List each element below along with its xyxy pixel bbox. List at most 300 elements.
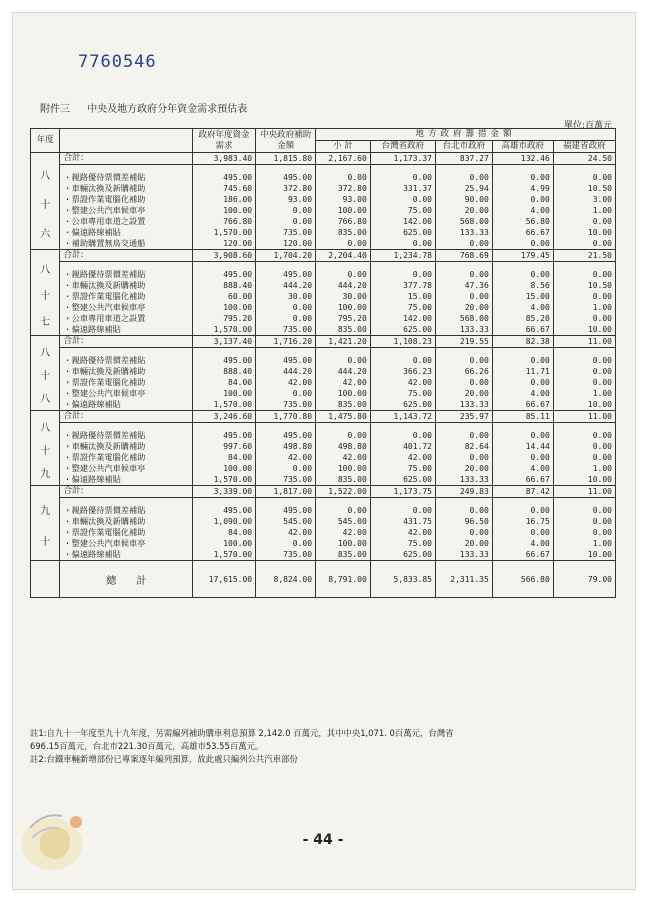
item-name: ・偏遠路線補貼 [60, 227, 193, 238]
total-value: 1,770.80 [256, 411, 316, 423]
item-name: ・偏遠路線補貼 [60, 474, 193, 486]
item-value: 431.75 [370, 516, 435, 527]
item-value: 75.00 [370, 463, 435, 474]
item-value: 100.00 [316, 538, 371, 549]
item-name: ・票證作業電腦化補助 [60, 452, 193, 463]
grand-total-value: 5,833.85 [370, 561, 435, 598]
item-value: 0.00 [492, 238, 553, 250]
item-name: ・車輛汰換及新購補助 [60, 280, 193, 291]
grand-total-label: 總 計 [60, 561, 193, 598]
item-value: 0.00 [553, 269, 615, 280]
spacer-cell [492, 165, 553, 173]
year-char: 八 [40, 394, 51, 405]
item-value: 1,570.00 [193, 227, 256, 238]
total-value: 1,108.23 [370, 336, 435, 348]
item-value: 795.20 [193, 313, 256, 324]
item-value: 735.00 [256, 324, 316, 336]
item-value: 82.64 [435, 441, 492, 452]
total-value: 235.97 [435, 411, 492, 423]
header-item [60, 129, 193, 153]
item-value: 66.67 [492, 549, 553, 561]
unit-label: 單位:百萬元 [563, 121, 612, 131]
spacer-cell [316, 262, 371, 270]
grand-total-value: 8,824.00 [256, 561, 316, 598]
item-value: 100.00 [316, 463, 371, 474]
item-name: ・票證作業電腦化補助 [60, 194, 193, 205]
spacer-cell [60, 498, 193, 506]
item-name: ・偏遠路線補貼 [60, 324, 193, 336]
total-value: 11.00 [553, 486, 615, 498]
table-row [31, 313, 616, 324]
item-value: 20.00 [435, 388, 492, 399]
item-value: 0.00 [370, 194, 435, 205]
item-value: 495.00 [256, 172, 316, 183]
item-value: 0.00 [492, 430, 553, 441]
total-value: 1,173.75 [370, 486, 435, 498]
item-value: 10.50 [553, 183, 615, 194]
year-char: 十 [40, 291, 51, 302]
item-value: 0.00 [256, 538, 316, 549]
year-char: 十 [40, 446, 51, 457]
table-row [31, 238, 616, 250]
table-row [31, 302, 616, 313]
spacer-cell [193, 348, 256, 356]
header-fujian: 福建省政府 [553, 141, 615, 153]
year-char: 十 [40, 200, 51, 211]
item-value: 888.40 [193, 280, 256, 291]
item-value: 84.00 [193, 452, 256, 463]
item-value: 888.40 [193, 366, 256, 377]
spacer-cell [492, 262, 553, 270]
total-value: 1,716.20 [256, 336, 316, 348]
item-value: 100.00 [193, 463, 256, 474]
item-value: 495.00 [193, 430, 256, 441]
total-value: 1,522.00 [316, 486, 371, 498]
spacer-cell [492, 498, 553, 506]
item-value: 100.00 [193, 388, 256, 399]
item-value: 30.00 [316, 291, 371, 302]
item-value: 0.00 [553, 452, 615, 463]
year-char: 八 [40, 171, 51, 182]
total-value: 132.46 [492, 153, 553, 165]
spacer-cell [256, 498, 316, 506]
year-char: 九 [40, 506, 51, 517]
item-value: 0.00 [316, 430, 371, 441]
item-value: 90.00 [435, 194, 492, 205]
item-value: 42.00 [256, 527, 316, 538]
total-value: 1,234.78 [370, 250, 435, 262]
item-value: 0.00 [553, 366, 615, 377]
item-value: 377.78 [370, 280, 435, 291]
item-name: ・車輛汰換及新購補助 [60, 366, 193, 377]
spacer-row [31, 498, 616, 506]
item-value: 0.00 [316, 505, 371, 516]
item-value: 366.23 [370, 366, 435, 377]
total-value: 87.42 [492, 486, 553, 498]
table-row [31, 505, 616, 516]
item-value: 42.00 [316, 377, 371, 388]
table-row [31, 377, 616, 388]
item-value: 0.00 [553, 291, 615, 302]
item-value: 100.00 [193, 205, 256, 216]
spacer-cell [256, 165, 316, 173]
item-value: 735.00 [256, 227, 316, 238]
table-row [31, 452, 616, 463]
item-value: 0.00 [370, 238, 435, 250]
total-value: 2,167.60 [316, 153, 371, 165]
item-value: 1,570.00 [193, 399, 256, 411]
item-value: 745.60 [193, 183, 256, 194]
item-value: 372.80 [316, 183, 371, 194]
grand-total-value: 566.80 [492, 561, 553, 598]
footnotes [30, 727, 616, 766]
table-row [31, 227, 616, 238]
table-row [31, 355, 616, 366]
spacer-cell [256, 423, 316, 431]
item-value: 10.00 [553, 474, 615, 486]
item-value: 8.56 [492, 280, 553, 291]
item-value: 93.00 [316, 194, 371, 205]
spacer-cell [370, 262, 435, 270]
item-value: 10.00 [553, 227, 615, 238]
item-value: 186.00 [193, 194, 256, 205]
item-value: 997.60 [193, 441, 256, 452]
item-value: 0.00 [553, 516, 615, 527]
total-value: 1,704.20 [256, 250, 316, 262]
item-value: 795.20 [316, 313, 371, 324]
item-name: ・親路優待票價差補貼 [60, 355, 193, 366]
item-value: 735.00 [256, 549, 316, 561]
total-value: 11.00 [553, 336, 615, 348]
table-body [31, 153, 616, 598]
total-value: 837.27 [435, 153, 492, 165]
item-value: 835.00 [316, 549, 371, 561]
total-label: 合計: [60, 250, 193, 262]
spacer-cell [60, 165, 193, 173]
spacer-cell [553, 423, 615, 431]
item-value: 766.80 [193, 216, 256, 227]
item-value: 0.00 [435, 291, 492, 302]
item-name: ・整建公共汽車候車亭 [60, 302, 193, 313]
spacer-row [31, 262, 616, 270]
item-name: ・親路優待票價差補貼 [60, 269, 193, 280]
item-value: 10.00 [553, 399, 615, 411]
header-kaohsiung: 高雄市政府 [492, 141, 553, 153]
item-value: 331.37 [370, 183, 435, 194]
year-cell [31, 486, 60, 561]
spacer-cell [316, 498, 371, 506]
spacer-cell [435, 262, 492, 270]
item-value: 0.00 [256, 313, 316, 324]
item-value: 4.00 [492, 463, 553, 474]
footnote-line: 696.15百萬元，台北市221.30百萬元，高雄市53.55百萬元。 [30, 741, 264, 751]
table-row [31, 430, 616, 441]
table-row [31, 269, 616, 280]
table-row [31, 527, 616, 538]
item-value: 0.00 [316, 355, 371, 366]
year-cell [31, 336, 60, 411]
total-value: 179.45 [492, 250, 553, 262]
header-gov-demand: 政府年度資金需求 [193, 129, 256, 153]
total-value: 82.38 [492, 336, 553, 348]
grand-total-value: 8,791.00 [316, 561, 371, 598]
item-value: 0.00 [370, 172, 435, 183]
spacer-cell [370, 423, 435, 431]
item-value: 0.00 [492, 505, 553, 516]
item-value: 0.00 [435, 269, 492, 280]
total-label: 合計: [60, 153, 193, 165]
item-name: ・車輛汰換及新購補助 [60, 183, 193, 194]
item-value: 96.50 [435, 516, 492, 527]
item-value: 142.00 [370, 313, 435, 324]
item-name: ・公車專用車道之設置 [60, 313, 193, 324]
item-value: 42.00 [370, 452, 435, 463]
spacer-cell [60, 348, 193, 356]
item-value: 15.00 [492, 291, 553, 302]
table-row [31, 516, 616, 527]
item-value: 0.00 [492, 377, 553, 388]
item-value: 133.33 [435, 227, 492, 238]
item-value: 495.00 [193, 172, 256, 183]
year-char: 八 [40, 348, 51, 359]
item-value: 0.00 [256, 388, 316, 399]
item-value: 545.00 [256, 516, 316, 527]
item-value: 20.00 [435, 205, 492, 216]
total-value: 1,475.80 [316, 411, 371, 423]
item-value: 498.80 [316, 441, 371, 452]
item-value: 495.00 [256, 505, 316, 516]
year-char: 十 [40, 537, 51, 548]
item-value: 0.00 [256, 216, 316, 227]
year-char: 七 [40, 317, 51, 328]
item-name: ・整建公共汽車候車亭 [60, 538, 193, 549]
item-value: 568.00 [435, 313, 492, 324]
item-value: 30.00 [256, 291, 316, 302]
spacer-cell [256, 262, 316, 270]
item-value: 20.00 [435, 538, 492, 549]
table-row [31, 474, 616, 486]
item-value: 84.00 [193, 377, 256, 388]
spacer-row [31, 348, 616, 356]
item-value: 100.00 [193, 302, 256, 313]
table-row [31, 324, 616, 336]
item-name: ・偏遠路線補貼 [60, 399, 193, 411]
item-value: 4.00 [492, 388, 553, 399]
year-total-row [31, 153, 616, 165]
spacer-cell [193, 498, 256, 506]
spacer-cell [60, 262, 193, 270]
item-value: 4.99 [492, 183, 553, 194]
document-number: 7760546 [78, 52, 157, 72]
item-name: ・整建公共汽車候車亭 [60, 388, 193, 399]
item-value: 0.00 [370, 269, 435, 280]
year-char: 六 [40, 229, 51, 240]
item-value: 20.00 [435, 302, 492, 313]
item-value: 42.00 [316, 452, 371, 463]
spacer-cell [193, 262, 256, 270]
item-value: 372.80 [256, 183, 316, 194]
item-name: ・整建公共汽車候車亭 [60, 463, 193, 474]
header-local-group: 地方政府籌措金額 [316, 129, 616, 141]
spacer-cell [370, 165, 435, 173]
item-value: 0.00 [553, 313, 615, 324]
item-value: 84.00 [193, 527, 256, 538]
item-value: 495.00 [256, 269, 316, 280]
grand-total-value: 2,311.35 [435, 561, 492, 598]
item-value: 498.80 [256, 441, 316, 452]
item-value: 47.36 [435, 280, 492, 291]
item-value: 0.00 [435, 527, 492, 538]
item-value: 0.00 [370, 505, 435, 516]
spacer-cell [435, 165, 492, 173]
item-name: ・車輛汰換及新購補助 [60, 441, 193, 452]
header-taiwan-prov: 台灣省政府 [370, 141, 435, 153]
item-value: 0.00 [553, 238, 615, 250]
item-value: 0.00 [435, 505, 492, 516]
total-value: 11.00 [553, 411, 615, 423]
table-row [31, 538, 616, 549]
year-cell [31, 411, 60, 486]
item-value: 444.20 [316, 366, 371, 377]
item-name: ・車輛汰換及新購補助 [60, 516, 193, 527]
item-value: 42.00 [370, 377, 435, 388]
spacer-cell [316, 348, 371, 356]
spacer-cell [435, 423, 492, 431]
item-name: ・票證作業電腦化補助 [60, 377, 193, 388]
item-value: 835.00 [316, 324, 371, 336]
item-value: 1.00 [553, 302, 615, 313]
item-value: 0.00 [435, 355, 492, 366]
total-value: 1,143.72 [370, 411, 435, 423]
item-value: 735.00 [256, 474, 316, 486]
page-number: - 44 - [302, 832, 344, 848]
header-central-subsidy: 中央政府補助金額 [256, 129, 316, 153]
item-value: 625.00 [370, 227, 435, 238]
item-value: 4.00 [492, 302, 553, 313]
item-value: 0.00 [553, 172, 615, 183]
item-value: 0.00 [553, 527, 615, 538]
header-taipei: 台北市政府 [435, 141, 492, 153]
item-name: ・公車專用車道之設置 [60, 216, 193, 227]
item-value: 1,570.00 [193, 324, 256, 336]
item-value: 0.00 [553, 377, 615, 388]
item-value: 75.00 [370, 388, 435, 399]
item-value: 0.00 [316, 238, 371, 250]
item-value: 133.33 [435, 324, 492, 336]
item-value: 495.00 [256, 430, 316, 441]
item-value: 42.00 [256, 377, 316, 388]
item-value: 142.00 [370, 216, 435, 227]
item-value: 625.00 [370, 549, 435, 561]
total-value: 219.55 [435, 336, 492, 348]
total-value: 768.69 [435, 250, 492, 262]
table-row [31, 291, 616, 302]
footnote-line: 註2:台鐵車輛新增部份已專案逐年編列預算，故此處只編列公共汽車部份 [30, 754, 298, 764]
item-value: 1.00 [553, 463, 615, 474]
total-value: 1,421.20 [316, 336, 371, 348]
spacer-cell [316, 423, 371, 431]
item-value: 0.00 [256, 205, 316, 216]
spacer-cell [256, 348, 316, 356]
item-value: 15.00 [370, 291, 435, 302]
item-value: 1.00 [553, 538, 615, 549]
spacer-row [31, 165, 616, 173]
total-value: 85.11 [492, 411, 553, 423]
item-value: 0.00 [256, 302, 316, 313]
table-row [31, 280, 616, 291]
item-value: 4.00 [492, 205, 553, 216]
table-row [31, 399, 616, 411]
total-value: 3,983.40 [193, 153, 256, 165]
total-value: 3,908.60 [193, 250, 256, 262]
attachment-label: 附件三 [40, 104, 70, 115]
item-value: 66.26 [435, 366, 492, 377]
item-value: 495.00 [193, 269, 256, 280]
item-value: 100.00 [316, 205, 371, 216]
year-total-row [31, 486, 616, 498]
item-value: 75.00 [370, 205, 435, 216]
year-char: 九 [40, 469, 51, 480]
table-row [31, 388, 616, 399]
item-name: ・親路優待票價差補貼 [60, 172, 193, 183]
table-row [31, 463, 616, 474]
spacer-cell [370, 498, 435, 506]
item-value: 545.00 [316, 516, 371, 527]
item-value: 0.00 [553, 441, 615, 452]
table-row [31, 549, 616, 561]
item-value: 133.33 [435, 549, 492, 561]
item-value: 401.72 [370, 441, 435, 452]
item-value: 0.00 [370, 355, 435, 366]
item-name: ・票證作業電腦化補助 [60, 291, 193, 302]
grand-total-value: 17,615.00 [193, 561, 256, 598]
item-value: 16.75 [492, 516, 553, 527]
total-label: 合計: [60, 486, 193, 498]
footnote-line: 註1:自九十一年度至九十九年度，另需編列補助購車利息預算 2,142.0 百萬元，其中中央1,071. 0百萬元，台灣省 [30, 728, 454, 738]
item-value: 120.00 [193, 238, 256, 250]
title-text: 中央及地方政府分年資金需求預估表 [87, 104, 248, 115]
item-value: 835.00 [316, 474, 371, 486]
item-value: 835.00 [316, 227, 371, 238]
item-value: 0.00 [435, 430, 492, 441]
header-year: 年度 [31, 129, 60, 153]
table-row [31, 172, 616, 183]
table-row [31, 366, 616, 377]
total-value: 249.83 [435, 486, 492, 498]
year-char: 八 [40, 265, 51, 276]
item-value: 25.94 [435, 183, 492, 194]
item-value: 0.00 [370, 430, 435, 441]
spacer-cell [553, 165, 615, 173]
item-value: 75.00 [370, 538, 435, 549]
item-name: ・親路優待票價差補貼 [60, 505, 193, 516]
total-value: 21.50 [553, 250, 615, 262]
grand-total-year-cell [31, 561, 60, 598]
item-value: 0.00 [492, 452, 553, 463]
year-char: 八 [40, 423, 51, 434]
item-value: 0.00 [435, 452, 492, 463]
item-value: 10.50 [553, 280, 615, 291]
year-total-row [31, 250, 616, 262]
item-value: 66.67 [492, 324, 553, 336]
item-value: 1.00 [553, 388, 615, 399]
table-row [31, 183, 616, 194]
table-row [31, 205, 616, 216]
item-value: 3.00 [553, 194, 615, 205]
item-value: 735.00 [256, 399, 316, 411]
item-name: ・偏遠路線補貼 [60, 549, 193, 561]
item-value: 1,090.00 [193, 516, 256, 527]
